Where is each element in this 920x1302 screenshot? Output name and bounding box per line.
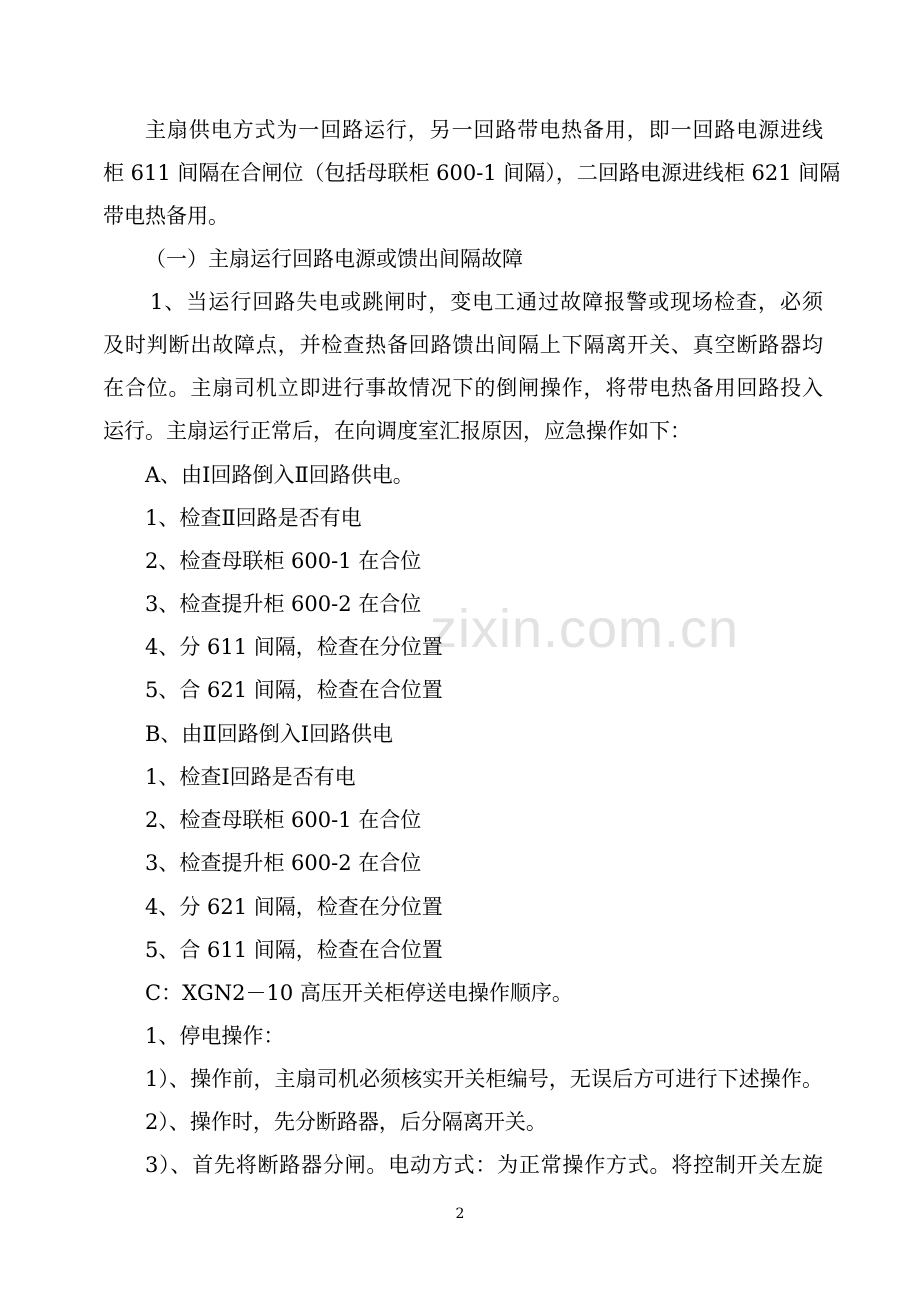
procedure-a-step: 3、检查提升柜 600-2 在合位 — [145, 592, 422, 616]
procedure-a-step: 1、检查Ⅱ回路是否有电 — [145, 506, 362, 530]
procedure-b-step: 1、检查Ⅰ回路是否有电 — [145, 765, 356, 789]
watermark: zixin.com.cn — [430, 599, 740, 659]
procedure-a-title: A、由Ⅰ回路倒入Ⅱ回路供电。 — [145, 463, 414, 487]
procedure-a-step: 5、合 621 间隔，检查在合位置 — [145, 678, 443, 702]
procedure-a-step: 4、分 611 间隔，检查在分位置 — [145, 635, 443, 659]
fault-line-3: 在合位。主扇司机立即进行事故情况下的倒闸操作，将带电热备用回路投入 — [103, 376, 823, 400]
fault-line-2: 及时判断出故障点，并检查热备回路馈出间隔上下隔离开关、真空断路器均 — [103, 333, 823, 357]
procedure-c-title: C：XGN2－10 高压开关柜停送电操作顺序。 — [145, 981, 573, 1005]
procedure-c-subtitle: 1、停电操作： — [145, 1024, 285, 1048]
procedure-b-step: 4、分 621 间隔，检查在分位置 — [145, 895, 443, 919]
intro-line-1: 主扇供电方式为一回路运行，另一回路带电热备用，即一回路电源进线 — [145, 118, 823, 142]
procedure-b-step: 2、检查母联柜 600-1 在合位 — [145, 808, 422, 832]
procedure-c-item: 2）、操作时，先分断路器，后分隔离开关。 — [145, 1110, 547, 1134]
page-number: 2 — [455, 1206, 465, 1222]
procedure-b-step: 3、检查提升柜 600-2 在合位 — [145, 851, 422, 875]
fault-line-1: 1、当运行回路失电或跳闸时，变电工通过故障报警或现场检查，必须 — [150, 290, 823, 314]
procedure-c-item: 1）、操作前，主扇司机必须核实开关柜编号，无误后方可进行下述操作。 — [145, 1067, 823, 1091]
fault-line-4: 运行。主扇运行正常后，在向调度室汇报原因，应急操作如下： — [103, 419, 691, 443]
intro-line-3: 带电热备用。 — [103, 204, 229, 228]
procedure-a-step: 2、检查母联柜 600-1 在合位 — [145, 549, 422, 573]
section-heading: （一）主扇运行回路电源或馈出间隔故障 — [145, 247, 523, 271]
procedure-b-title: B、由Ⅱ回路倒入Ⅰ回路供电 — [145, 722, 394, 746]
procedure-b-step: 5、合 611 间隔，检查在合位置 — [145, 938, 443, 962]
procedure-c-item: 3）、首先将断路器分闸。电动方式：为正常操作方式。将控制开关左旋 — [145, 1153, 823, 1177]
intro-line-2: 柜 611 间隔在合闸位（包括母联柜 600-1 间隔），二回路电源进线柜 621 间隔 — [103, 161, 841, 185]
